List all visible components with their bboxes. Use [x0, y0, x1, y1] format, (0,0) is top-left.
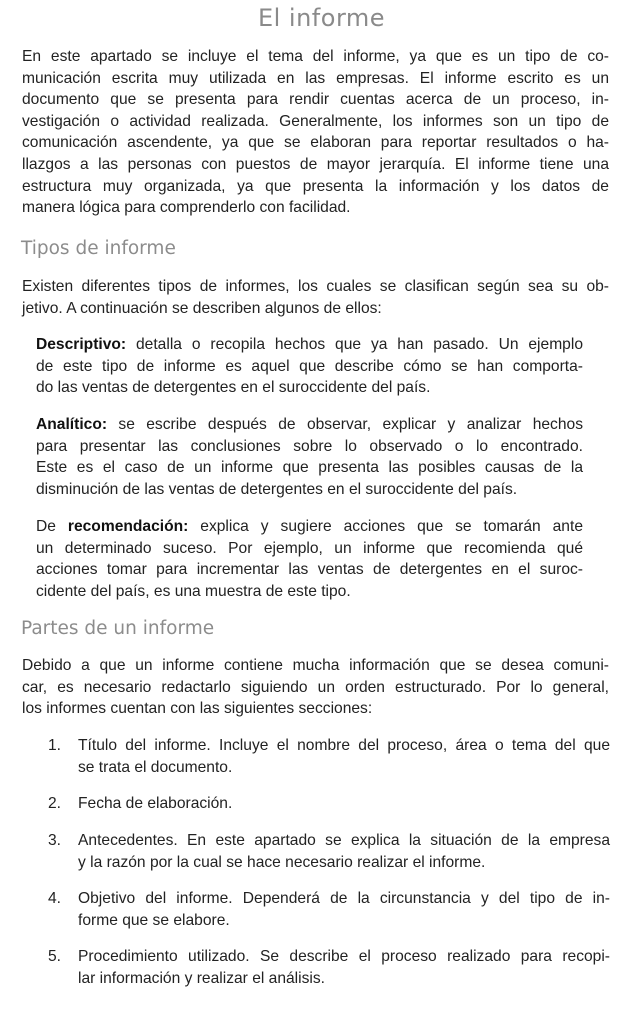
text-line: Título del informe. Incluye el nombre del proceso, área o tema del que	[78, 737, 610, 754]
text-line: detalla o recopila hechos que ya han pasado. Un ejemplo	[126, 336, 583, 353]
text-line: llazgos a las personas con puestos de mayor jerarquía. El informe tiene una	[22, 155, 609, 173]
intro-paragraph	[22, 46, 609, 219]
term-descriptivo: Descriptivo:	[36, 336, 127, 353]
text-line: Fecha de elaboración.	[78, 795, 233, 812]
text-line: y la razón por la cual se hace necesario realizar el informe.	[78, 853, 486, 871]
text-line: Objetivo del informe. Dependerá de la circunstancia y del tipo de in-	[78, 890, 610, 907]
text-line: acciones tomar para incrementar las ventas de detergentes en el suroc-	[36, 561, 583, 579]
tipo-descriptivo	[36, 334, 583, 399]
text-line: de este tipo de informe es aquel que describe cómo se han comporta-	[36, 357, 583, 375]
text-line: cidente del país, es una muestra de este tipo.	[36, 582, 351, 600]
text-line: documento que se presenta para rendir cuentas acerca de un proceso, in-	[22, 91, 609, 109]
text-line: un determinado suceso. Por ejemplo, un informe que recomienda qué	[36, 539, 583, 557]
text-line: Este es el caso de un informe que presenta las posibles causas de la	[36, 459, 583, 477]
partes-intro-paragraph	[22, 655, 609, 720]
text-line: explica y sugiere acciones que se tomarán ante	[188, 518, 583, 535]
text-line: los informes cuentan con las siguientes secciones:	[22, 700, 373, 718]
text-line: estructura muy organizada, ya que presenta la información y los datos de	[22, 177, 609, 195]
tipo-recomendacion	[36, 516, 583, 602]
text-line: car, es necesario redactarlo siguiendo un orden estructurado. Por lo general,	[22, 678, 609, 696]
text-line: Antecedentes. En este apartado se explica la situación de la empresa	[78, 832, 610, 849]
list-number: 5.	[48, 948, 62, 965]
text-line: Procedimiento utilizado. Se describe el proceso realizado para recopi-	[78, 948, 610, 965]
section-heading-partes: Partes de un informe	[21, 618, 215, 639]
list-number: 2.	[48, 795, 62, 812]
tipo-analitico	[36, 414, 583, 500]
text-line: vestigación o actividad realizada. Generalmente, los informes son un tipo de	[22, 112, 609, 130]
text-line: do las ventas de detergentes en el suroccidente del país.	[36, 379, 431, 397]
text-prefix: De	[36, 518, 68, 535]
text-line: Debido a que un informe contiene mucha información que se desea comuni-	[22, 657, 609, 674]
text-line: municación escrita muy utilizada en las empresas. El informe escrito es un	[22, 69, 609, 87]
term-analitico: Analítico:	[36, 416, 108, 433]
list-number: 1.	[48, 737, 62, 754]
page-title: El informe	[257, 4, 386, 32]
text-line: comunicación ascendente, ya que se elaboran para reportar resultados o ha-	[22, 134, 609, 152]
text-line: jetivo. A continuación se describen algunos de ellos:	[22, 299, 382, 317]
text-line: lar información y realizar el análisis.	[78, 969, 325, 987]
section-heading-tipos: Tipos de informe	[21, 238, 176, 259]
text-line: En este apartado se incluye el tema del informe, ya que es un tipo de co-	[22, 48, 609, 65]
list-number: 3.	[48, 832, 62, 849]
text-line: disminución de las ventas de detergentes en el suroccidente del país.	[36, 480, 518, 498]
text-line: forme que se elabore.	[78, 911, 230, 929]
tipos-intro-paragraph	[22, 276, 609, 319]
text-line: se escribe después de observar, explicar y analizar hechos	[107, 416, 583, 433]
text-line: para presentar las conclusiones sobre lo observado o lo encontrado.	[36, 437, 583, 455]
text-line: manera lógica para comprenderlo con facilidad.	[22, 199, 351, 217]
text-line: Existen diferentes tipos de informes, los cuales se clasifican según sea su ob-	[22, 278, 609, 295]
list-number: 4.	[48, 890, 62, 907]
text-line: se trata el documento.	[78, 758, 233, 776]
term-recomendacion: recomendación:	[67, 518, 189, 535]
